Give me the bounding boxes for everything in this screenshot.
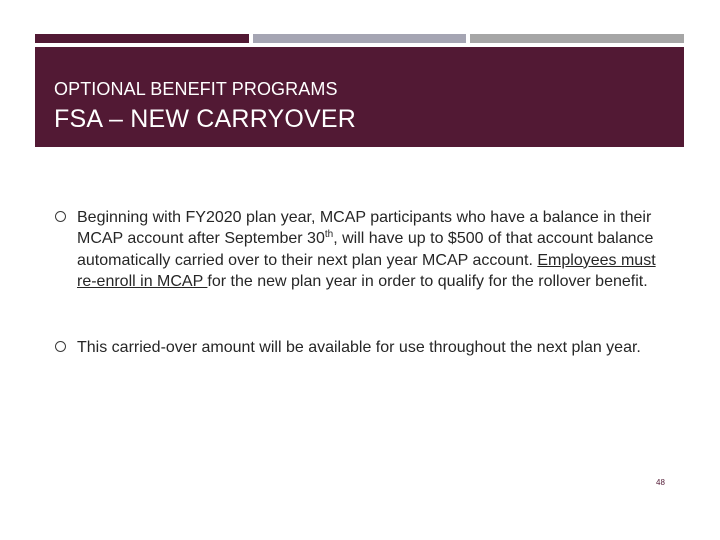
bullet-item-carryover-rules: [55, 207, 675, 292]
superscript-suffix: th: [324, 229, 334, 241]
bullet-list: [55, 207, 675, 358]
accent-bar-right: [470, 34, 684, 43]
bullet-text-part: for the new plan year in order to qualify for the rollover benefit.: [207, 272, 648, 290]
hollow-circle-bullet-icon: [55, 341, 66, 352]
slide-title: FSA – NEW CARRYOVER: [54, 105, 357, 133]
bullet-text-part: Beginning with FY2020 plan year, MCAP participants who have a balance in their MCAP account after September 30: [77, 209, 652, 248]
re-enroll-notice: Employees must re-enroll in MCAP: [77, 251, 656, 290]
accent-bar-middle: [253, 34, 466, 43]
bullet-text: This carried-over amount will be available for use throughout the next plan year.: [77, 339, 641, 357]
title-banner: [35, 47, 684, 147]
bullet-item-availability: [55, 337, 675, 358]
hollow-circle-bullet-icon: [55, 211, 66, 222]
accent-bar-left: [35, 34, 249, 43]
section-subtitle: OPTIONAL BENEFIT PROGRAMS: [54, 79, 338, 99]
bullet-text-part: , will have up to $500 of that account balance automatically carried over to their next plan year MCAP account.: [77, 230, 654, 269]
page-number: 48: [656, 478, 665, 487]
